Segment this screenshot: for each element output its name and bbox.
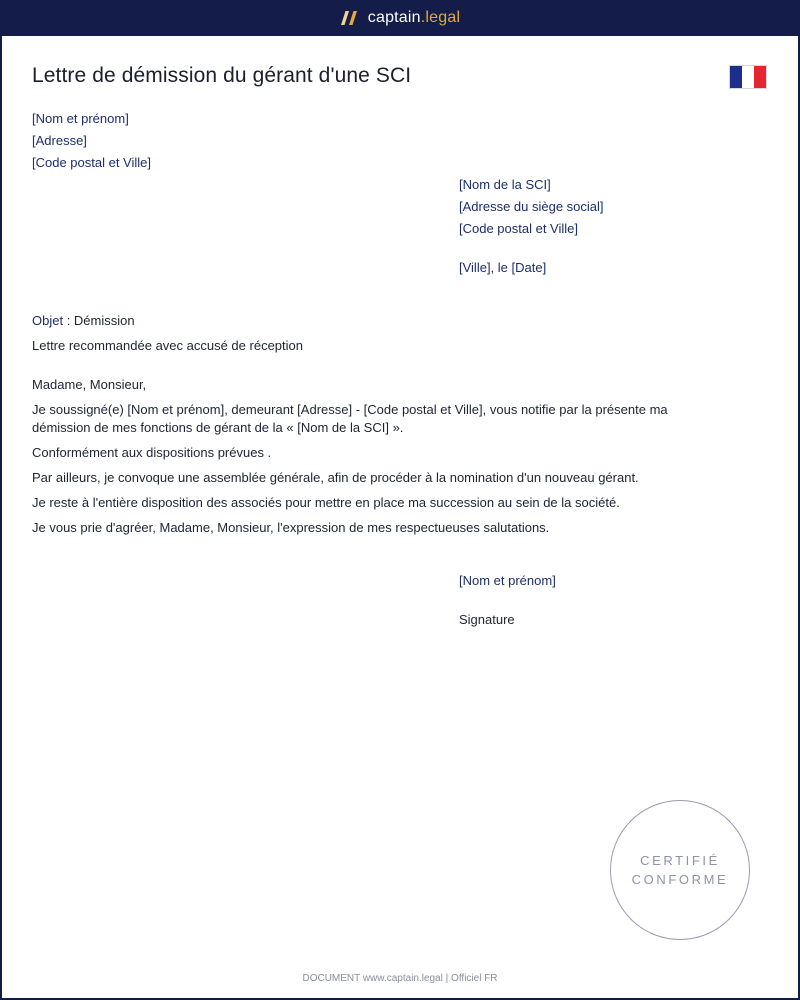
slash-stripes-logo-icon <box>340 10 359 26</box>
subject-line <box>32 313 135 329</box>
sender-name: [Nom et prénom] <box>32 111 129 126</box>
stamp-line-conforme: CONFORME <box>631 872 729 887</box>
stamp-line-certifie: CERTIFIÉ <box>640 853 720 868</box>
sender-city: [Code postal et Ville] <box>32 155 151 170</box>
date-line: [Ville], le [Date] <box>459 260 547 275</box>
brand-wordmark: captain.legal <box>367 9 461 26</box>
france-flag-icon <box>729 65 767 89</box>
sender-address: [Adresse] <box>32 133 87 148</box>
subject-text: : Démission <box>63 313 135 328</box>
body-paragraph-succession: Je reste à l'entière disposition des associés pour mettre en place ma succession au sein de la société. <box>32 495 620 510</box>
recipient-name: [Nom de la SCI] <box>459 177 551 192</box>
body-paragraph-notification: Je soussigné(e) [Nom et prénom], demeurant [Adresse] - [Code postal et Ville], vous notifie par la présente ma démission de mes fonctions de gérant de la « [Nom de la SCI] ». <box>32 402 668 435</box>
subject-label: Objet <box>32 313 64 328</box>
closing-formula: Je vous prie d'agréer, Madame, Monsieur, l'expression de mes respectueuses salutations. <box>32 520 550 535</box>
delivery-mode: Lettre recommandée avec accusé de réception <box>32 338 303 353</box>
recipient-address: [Adresse du siège social] <box>459 199 604 214</box>
certified-stamp <box>610 800 750 940</box>
body-paragraph-dispositions: Conformément aux dispositions prévues . <box>32 445 272 460</box>
body-paragraph-assembly: Par ailleurs, je convoque une assemblée générale, afin de procéder à la nomination d'un nouveau gérant. <box>32 470 639 485</box>
signature-label: Signature <box>459 612 515 627</box>
footer-note: DOCUMENT www.captain.legal | Officiel FR <box>302 973 498 984</box>
document-title: Lettre de démission du gérant d'une SCI <box>32 64 412 87</box>
top-bar <box>0 0 800 36</box>
recipient-city: [Code postal et Ville] <box>459 221 578 236</box>
salutation: Madame, Monsieur, <box>32 377 147 392</box>
brand[interactable] <box>340 9 460 27</box>
signature-name: [Nom et prénom] <box>459 573 556 588</box>
